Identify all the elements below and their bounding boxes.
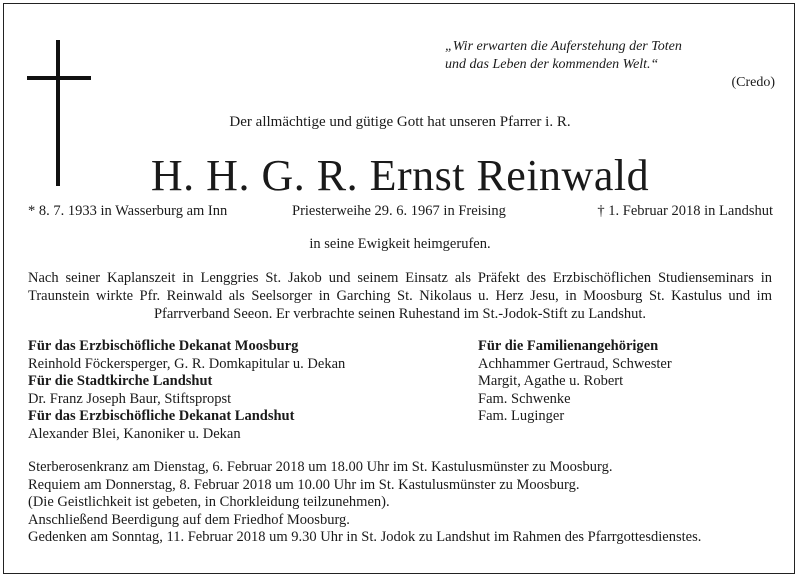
mourners-left-column — [28, 338, 345, 443]
family-heading: Für die Familienangehörigen — [478, 338, 659, 354]
mourner-heading: Für das Erzbischöfliche Dekanat Landshut — [28, 408, 295, 424]
called-home-text: in seine Ewigkeit heimgerufen. — [309, 236, 491, 252]
quote-source: (Credo) — [731, 75, 775, 90]
ordination-date: Priesterweihe 29. 6. 1967 in Freising — [292, 203, 506, 219]
mourners-right-column — [478, 338, 672, 426]
quote-line-2: und das Leben der kommenden Welt.“ — [445, 57, 659, 72]
family-member: Achhammer Gertraud, Schwester — [478, 355, 672, 372]
quote-line-1: „Wir erwarten die Auferstehung der Toten — [445, 39, 682, 54]
family-member: Fam. Schwenke — [478, 390, 571, 407]
deceased-name: H. H. G. R. Ernst Reinwald — [150, 151, 650, 200]
mourner-name: Dr. Franz Joseph Baur, Stiftspropst — [28, 390, 232, 407]
mourner-heading: Für das Erzbischöfliche Dekanat Moosburg — [28, 338, 299, 354]
credo-quote — [445, 38, 775, 92]
birth-date: * 8. 7. 1933 in Wasserburg am Inn — [28, 203, 228, 219]
service-line: (Die Geistlichkeit ist gebeten, in Chorkleidung teilzunehmen). — [28, 494, 390, 510]
biography-paragraph: Nach seiner Kaplanszeit in Lenggries St. Jakob und seinem Einsatz als Präfekt des Erzbischöflichen Studienseminars in Traunstein wirkte Pfr. Reinwald als Seelsorger in Garching St. Nikolaus u. Herz Jesu, in Moosburg St. Kastulus und im Pfarrverband Seeon. Er verbrachte seinen Ruhestand im St.-Jodok-Stift zu Landshut. — [28, 270, 772, 322]
service-line: Sterberosenkranz am Dienstag, 6. Februar 2018 um 18.00 Uhr im St. Kastulusmünster zu Moosburg. — [28, 459, 613, 475]
intro-text: Der allmächtige und gütige Gott hat unseren Pfarrer i. R. — [229, 114, 571, 130]
service-schedule — [28, 459, 701, 547]
service-line: Requiem am Donnerstag, 8. Februar 2018 um 10.00 Uhr im St. Kastulusmünster zu Moosburg. — [28, 476, 580, 493]
mourner-heading: Für die Stadtkirche Landshut — [28, 373, 213, 389]
service-line: Gedenken am Sonntag, 11. Februar 2018 um 9.30 Uhr in St. Jodok zu Landshut im Rahmen des Pfarrgottesdienstes. — [28, 529, 702, 545]
cross-horizontal-bar — [27, 76, 91, 80]
service-line: Anschließend Beerdigung auf dem Friedhof Moosburg. — [28, 511, 350, 528]
mourner-name: Alexander Blei, Kanoniker u. Dekan — [28, 425, 241, 442]
family-member: Margit, Agathe u. Robert — [478, 373, 624, 389]
family-member: Fam. Luginger — [478, 408, 565, 424]
mourner-name: Reinhold Föckersperger, G. R. Domkapitular u. Dekan — [28, 355, 346, 372]
death-date: † 1. Februar 2018 in Landshut — [597, 203, 773, 219]
